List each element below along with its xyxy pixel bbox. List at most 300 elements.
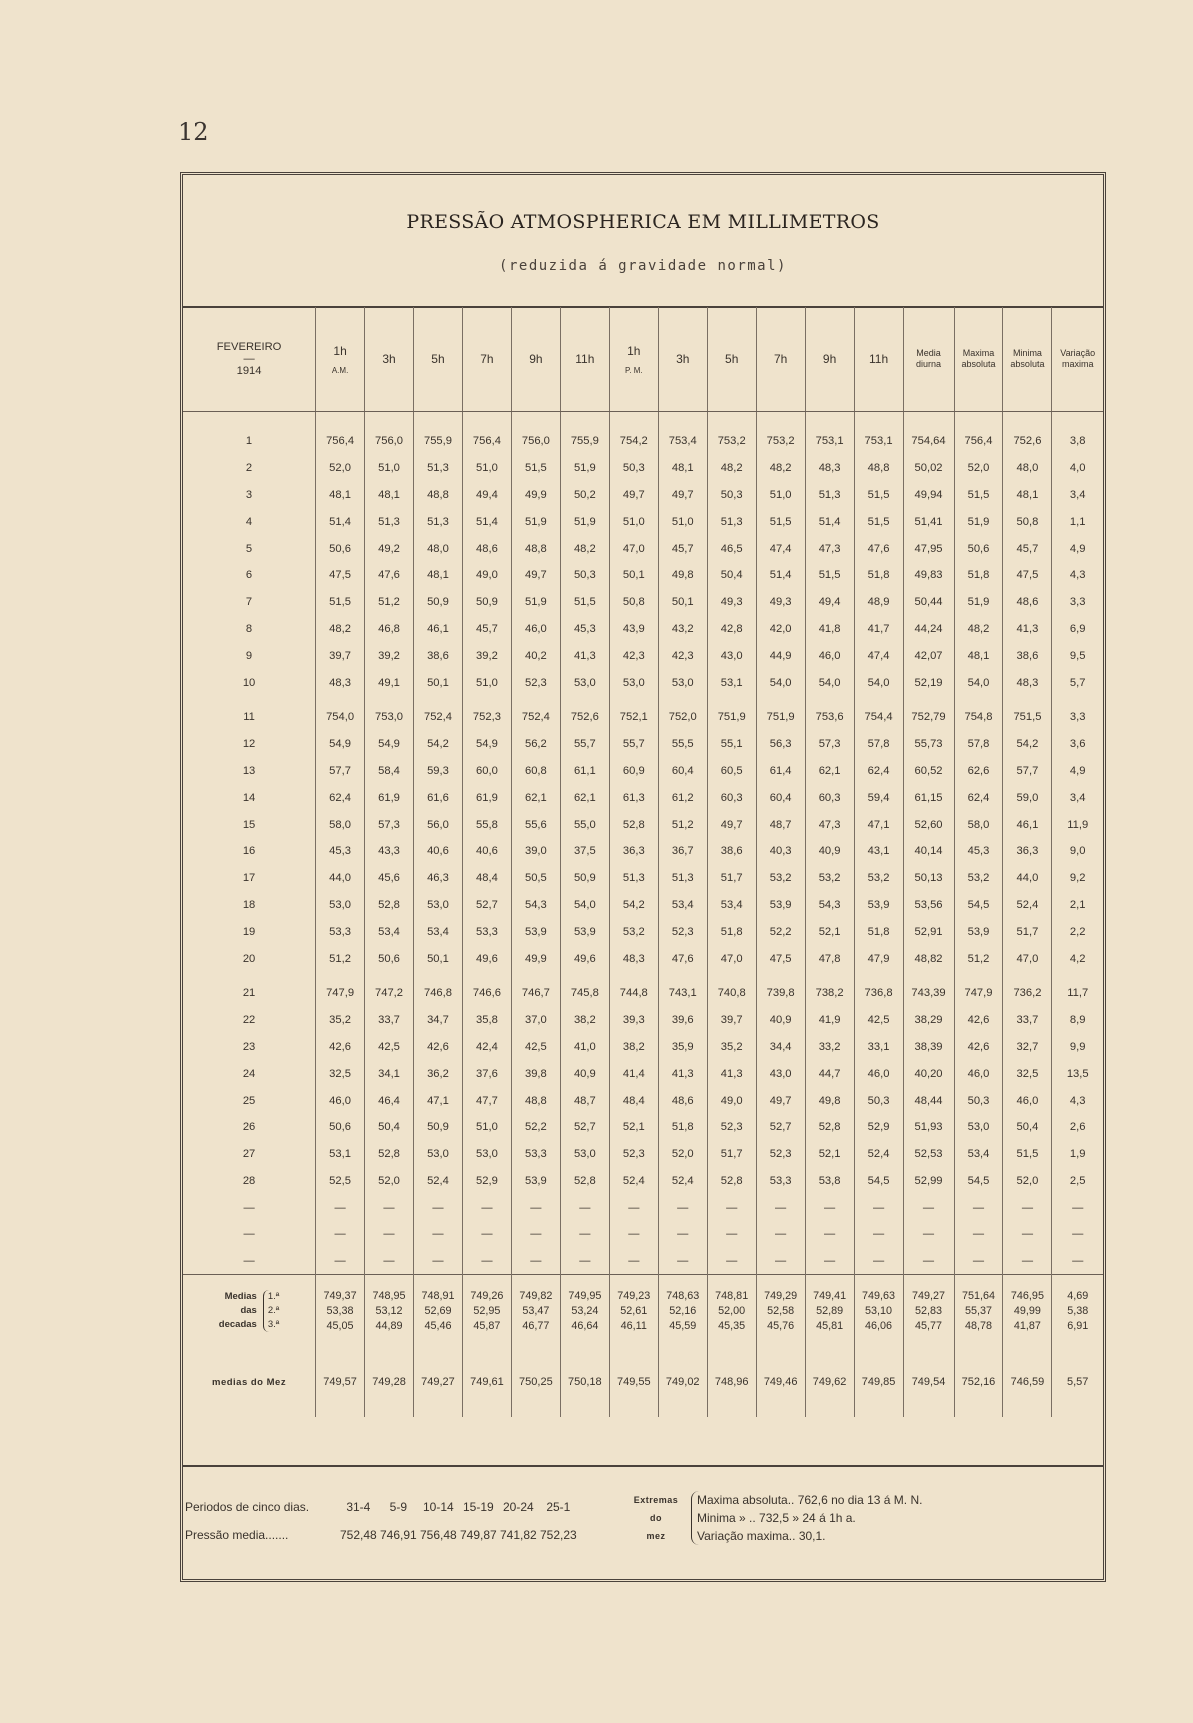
- table-row: [183, 980, 1103, 1007]
- hour-header: [707, 307, 756, 412]
- value-cell: 45,3: [316, 838, 365, 865]
- spacer-cell: [560, 696, 609, 704]
- value-cell: 54,3: [511, 892, 560, 919]
- dash-cell: —: [316, 1221, 365, 1248]
- value-cell: 49,0: [707, 1087, 756, 1114]
- decada-value: 46,64: [571, 1319, 599, 1332]
- decada-value: 4,69: [1067, 1289, 1089, 1302]
- value-cell: 39,7: [316, 642, 365, 669]
- value-cell: 51,5: [316, 589, 365, 616]
- dash-cell: —: [365, 1221, 414, 1248]
- decada-value: 5,38: [1067, 1304, 1089, 1317]
- value-cell: 60,8: [511, 758, 560, 785]
- value-cell: 48,9: [854, 589, 903, 616]
- value-cell: 49,8: [805, 1087, 854, 1114]
- value-cell: 42,8: [707, 616, 756, 643]
- value-cell: 51,2: [954, 945, 1003, 972]
- decada-value: 746,95: [1010, 1289, 1044, 1302]
- value-cell: 33,7: [365, 1007, 414, 1034]
- table-row: [183, 508, 1103, 535]
- value-cell: 751,9: [756, 704, 805, 731]
- value-cell: 54,9: [316, 731, 365, 758]
- dash-cell: —: [243, 1201, 255, 1214]
- value-cell: 40,2: [511, 642, 560, 669]
- value-cell: 42,07: [903, 642, 954, 669]
- value-cell: 48,6: [1003, 589, 1052, 616]
- value-cell: 33,2: [805, 1034, 854, 1061]
- value-cell: 2,5: [1052, 1168, 1103, 1195]
- decada-value: 52,89: [816, 1304, 844, 1317]
- spacer-cell: [854, 696, 903, 704]
- value-cell: 59,0: [1003, 784, 1052, 811]
- value-cell: 41,7: [854, 616, 903, 643]
- spacer-cell: [658, 696, 707, 704]
- value-cell: 48,8: [511, 1087, 560, 1114]
- value-cell: 49,9: [511, 482, 560, 509]
- month-header: [183, 307, 316, 412]
- value-cell: 46,0: [316, 1087, 365, 1114]
- dash-cell: —: [609, 1221, 658, 1248]
- medias-decadas-word: Medias: [224, 1291, 257, 1303]
- header-row: [183, 307, 1103, 412]
- value-cell: 53,3: [316, 918, 365, 945]
- day-cell: 14: [242, 791, 256, 804]
- day-cell: 6: [245, 569, 253, 582]
- value-cell: 53,3: [756, 1168, 805, 1195]
- decada-value: 53,24: [571, 1304, 599, 1317]
- value-cell: 53,2: [854, 865, 903, 892]
- value-cell: 52,3: [658, 918, 707, 945]
- value-cell: 47,5: [1003, 562, 1052, 589]
- decada-value: 6,91: [1067, 1319, 1089, 1332]
- hour-header: [414, 307, 463, 412]
- value-cell: 51,8: [707, 918, 756, 945]
- value-cell: 52,4: [609, 1168, 658, 1195]
- period-value: 15-19: [462, 1500, 494, 1514]
- value-cell: 756,0: [511, 428, 560, 455]
- value-cell: 39,8: [511, 1060, 560, 1087]
- value-cell: 52,9: [462, 1168, 511, 1195]
- dash-cell: —: [805, 1221, 854, 1248]
- value-cell: 744,8: [609, 980, 658, 1007]
- decada-value: 53,47: [522, 1304, 550, 1317]
- value-cell: 50,8: [1003, 508, 1052, 535]
- value-cell: 34,1: [365, 1060, 414, 1087]
- value-cell: 42,0: [756, 616, 805, 643]
- medias-mez-cell: 750,18: [560, 1347, 609, 1417]
- extremos-label-2: do: [650, 1513, 662, 1523]
- day-cell: 18: [242, 898, 256, 911]
- medias-decadas-cell: [805, 1275, 854, 1347]
- spacer-cell: [805, 412, 854, 429]
- decada-value: 52,58: [767, 1304, 795, 1317]
- value-cell: 62,1: [805, 758, 854, 785]
- medias-mez-cell: 749,02: [658, 1347, 707, 1417]
- value-cell: 60,4: [658, 758, 707, 785]
- value-cell: 40,14: [903, 838, 954, 865]
- value-cell: 50,6: [365, 945, 414, 972]
- value-cell: 53,2: [805, 865, 854, 892]
- value-cell: 752,79: [903, 704, 954, 731]
- value-cell: 43,3: [365, 838, 414, 865]
- value-cell: 49,3: [707, 589, 756, 616]
- value-cell: 752,6: [560, 704, 609, 731]
- hour-header: [756, 307, 805, 412]
- spacer-cell: [316, 412, 365, 429]
- spacer-cell: [707, 696, 756, 704]
- spacer-cell: [365, 696, 414, 704]
- medias-mez-cell: 750,25: [511, 1347, 560, 1417]
- value-cell: 45,7: [658, 535, 707, 562]
- value-cell: 60,5: [707, 758, 756, 785]
- value-cell: 49,7: [511, 562, 560, 589]
- spacer-cell: [805, 696, 854, 704]
- decada-value: 749,29: [764, 1289, 798, 1302]
- value-cell: 54,5: [954, 1168, 1003, 1195]
- value-cell: 32,7: [1003, 1034, 1052, 1061]
- spacer-cell: [1003, 972, 1052, 980]
- value-cell: 42,3: [658, 642, 707, 669]
- decada-number: 1.ª: [267, 1291, 280, 1303]
- hour-header: [462, 307, 511, 412]
- value-cell: 62,4: [316, 784, 365, 811]
- medias-mez-cell: 746,59: [1003, 1347, 1052, 1417]
- spacer-cell: [462, 412, 511, 429]
- periods-line: [185, 1493, 578, 1521]
- value-cell: 48,8: [511, 535, 560, 562]
- hour-header-label: 1h: [333, 343, 347, 358]
- value-cell: 753,4: [658, 428, 707, 455]
- value-cell: 55,7: [560, 731, 609, 758]
- spacer-cell: [954, 412, 1003, 429]
- value-cell: 55,6: [511, 811, 560, 838]
- value-cell: 50,6: [954, 535, 1003, 562]
- value-cell: 53,0: [658, 669, 707, 696]
- dash-cell: —: [414, 1248, 463, 1275]
- spacer-cell: [1052, 412, 1103, 429]
- hour-header-label: 1h: [627, 343, 641, 358]
- medias-mez-cell: 749,61: [462, 1347, 511, 1417]
- day-cell: 27: [242, 1148, 256, 1161]
- value-cell: 752,0: [658, 704, 707, 731]
- decada-value: 52,00: [718, 1304, 746, 1317]
- hour-header-label: 9h: [529, 352, 543, 366]
- year-label: 1914: [236, 365, 262, 377]
- value-cell: 50,4: [707, 562, 756, 589]
- value-cell: 51,3: [414, 455, 463, 482]
- pressao-value: 756,48: [419, 1528, 457, 1542]
- value-cell: 43,2: [658, 616, 707, 643]
- value-cell: 746,6: [462, 980, 511, 1007]
- value-cell: 60,0: [462, 758, 511, 785]
- dash-cell: —: [658, 1248, 707, 1275]
- value-cell: 50,3: [560, 562, 609, 589]
- stat-header-line-2: diurna: [916, 359, 942, 369]
- value-cell: 55,73: [903, 731, 954, 758]
- value-cell: 35,8: [462, 1007, 511, 1034]
- stat-header-line-1: Media: [916, 348, 941, 358]
- spacer-cell: [609, 412, 658, 429]
- value-cell: 39,6: [658, 1007, 707, 1034]
- spacer-cell: [1052, 972, 1103, 980]
- value-cell: 46,4: [365, 1087, 414, 1114]
- hour-header-sub: A.M.: [331, 365, 349, 375]
- value-cell: 50,9: [414, 1114, 463, 1141]
- value-cell: 32,5: [1003, 1060, 1052, 1087]
- value-cell: 52,8: [707, 1168, 756, 1195]
- value-cell: 51,7: [707, 865, 756, 892]
- value-cell: 48,6: [462, 535, 511, 562]
- value-cell: 751,9: [707, 704, 756, 731]
- spacer-cell: [854, 412, 903, 429]
- value-cell: 52,91: [903, 918, 954, 945]
- decada-value: 52,83: [915, 1304, 943, 1317]
- value-cell: 53,2: [756, 865, 805, 892]
- decada-number: 2.ª: [267, 1305, 280, 1317]
- value-cell: 54,5: [954, 892, 1003, 919]
- dash-cell: —: [462, 1194, 511, 1221]
- value-cell: 752,6: [1003, 428, 1052, 455]
- value-cell: 58,0: [954, 811, 1003, 838]
- stat-header: [1052, 307, 1103, 412]
- hour-header: [805, 307, 854, 412]
- value-cell: 54,2: [414, 731, 463, 758]
- value-cell: 42,5: [365, 1034, 414, 1061]
- value-cell: 52,0: [1003, 1168, 1052, 1195]
- dash-cell: —: [707, 1221, 756, 1248]
- value-cell: 61,1: [560, 758, 609, 785]
- hour-header: [854, 307, 903, 412]
- table-row: [183, 704, 1103, 731]
- value-cell: 46,0: [511, 616, 560, 643]
- decada-value: 53,10: [865, 1304, 893, 1317]
- value-cell: 57,3: [365, 811, 414, 838]
- value-cell: 46,0: [854, 1060, 903, 1087]
- table-row: [183, 1060, 1103, 1087]
- value-cell: 60,4: [756, 784, 805, 811]
- value-cell: 44,0: [1003, 865, 1052, 892]
- value-cell: 53,3: [462, 918, 511, 945]
- value-cell: 38,29: [903, 1007, 954, 1034]
- value-cell: 47,3: [805, 535, 854, 562]
- value-cell: 52,0: [365, 1168, 414, 1195]
- dash-cell: —: [560, 1221, 609, 1248]
- dash-cell: —: [1052, 1248, 1103, 1275]
- value-cell: 754,8: [954, 704, 1003, 731]
- value-cell: 49,6: [462, 945, 511, 972]
- decada-value: 749,95: [568, 1289, 602, 1302]
- value-cell: 48,0: [414, 535, 463, 562]
- value-cell: 61,3: [609, 784, 658, 811]
- value-cell: 52,5: [316, 1168, 365, 1195]
- stat-header-line-2: maxima: [1061, 359, 1094, 369]
- dash-cell: —: [903, 1194, 954, 1221]
- hour-header-label: 3h: [676, 352, 690, 366]
- decada-value: 46,06: [865, 1319, 893, 1332]
- pressao-value: 741,82: [499, 1528, 537, 1542]
- day-cell: 8: [245, 622, 253, 635]
- decada-value: 45,87: [473, 1319, 501, 1332]
- value-cell: 51,4: [462, 508, 511, 535]
- dash-cell: —: [903, 1221, 954, 1248]
- value-cell: 38,2: [609, 1034, 658, 1061]
- value-cell: 51,41: [903, 508, 954, 535]
- value-cell: 60,52: [903, 758, 954, 785]
- value-cell: 51,5: [560, 589, 609, 616]
- value-cell: 48,3: [316, 669, 365, 696]
- value-cell: 3,4: [1052, 784, 1103, 811]
- dash-cell: —: [756, 1194, 805, 1221]
- value-cell: 46,0: [805, 642, 854, 669]
- hour-header-label: 7h: [773, 352, 788, 366]
- value-cell: 756,4: [462, 428, 511, 455]
- value-cell: 754,64: [903, 428, 954, 455]
- value-cell: 52,9: [854, 1114, 903, 1141]
- dash-cell: —: [414, 1194, 463, 1221]
- value-cell: 46,5: [707, 535, 756, 562]
- spacer-cell: [183, 696, 316, 704]
- value-cell: 4,3: [1052, 562, 1103, 589]
- value-cell: 6,9: [1052, 616, 1103, 643]
- value-cell: 50,5: [511, 865, 560, 892]
- value-cell: 11,9: [1052, 811, 1103, 838]
- value-cell: 58,0: [316, 811, 365, 838]
- value-cell: 736,8: [854, 980, 903, 1007]
- value-cell: 47,6: [854, 535, 903, 562]
- value-cell: 51,8: [854, 918, 903, 945]
- decada-value: 749,82: [519, 1289, 553, 1302]
- value-cell: 51,3: [609, 865, 658, 892]
- value-cell: 51,3: [365, 508, 414, 535]
- value-cell: 8,9: [1052, 1007, 1103, 1034]
- spacer-cell: [658, 412, 707, 429]
- value-cell: 52,7: [462, 892, 511, 919]
- value-cell: 61,6: [414, 784, 463, 811]
- value-cell: 52,0: [316, 455, 365, 482]
- value-cell: 51,0: [609, 508, 658, 535]
- pressure-table: [183, 307, 1103, 1417]
- decada-value: 41,87: [1013, 1319, 1041, 1332]
- value-cell: 50,2: [560, 482, 609, 509]
- decada-value: 749,27: [912, 1289, 946, 1302]
- value-cell: 53,9: [854, 892, 903, 919]
- value-cell: 52,4: [1003, 892, 1052, 919]
- value-cell: 38,39: [903, 1034, 954, 1061]
- value-cell: 49,4: [805, 589, 854, 616]
- value-cell: 51,4: [316, 508, 365, 535]
- value-cell: 4,0: [1052, 455, 1103, 482]
- hour-header-label: 7h: [480, 352, 494, 366]
- value-cell: 48,8: [854, 455, 903, 482]
- value-cell: 739,8: [756, 980, 805, 1007]
- spacer-cell: [316, 696, 365, 704]
- value-cell: 54,3: [805, 892, 854, 919]
- value-cell: 50,1: [414, 669, 463, 696]
- dash-cell: —: [609, 1194, 658, 1221]
- value-cell: 50,3: [707, 482, 756, 509]
- dash-cell: —: [805, 1194, 854, 1221]
- decada-value: 52,16: [669, 1304, 697, 1317]
- value-cell: 46,1: [1003, 811, 1052, 838]
- value-cell: 32,5: [316, 1060, 365, 1087]
- value-cell: 61,15: [903, 784, 954, 811]
- table-row: [183, 1087, 1103, 1114]
- pressao-value: 746,91: [379, 1528, 417, 1542]
- value-cell: 41,9: [805, 1007, 854, 1034]
- value-cell: 48,2: [707, 455, 756, 482]
- table-row: [183, 589, 1103, 616]
- dash-cell: —: [1003, 1248, 1052, 1275]
- value-cell: 55,8: [462, 811, 511, 838]
- value-cell: 9,2: [1052, 865, 1103, 892]
- value-cell: 46,1: [414, 616, 463, 643]
- value-cell: 42,4: [462, 1034, 511, 1061]
- value-cell: 39,3: [609, 1007, 658, 1034]
- footer: [183, 1465, 1103, 1581]
- value-cell: 40,9: [756, 1007, 805, 1034]
- value-cell: 61,4: [756, 758, 805, 785]
- value-cell: 52,1: [609, 1114, 658, 1141]
- value-cell: 51,5: [756, 508, 805, 535]
- value-cell: 54,2: [609, 892, 658, 919]
- dash-cell: —: [316, 1248, 365, 1275]
- empty-day-row: [183, 1194, 1103, 1221]
- value-cell: 42,6: [954, 1034, 1003, 1061]
- decada-value: 45,46: [424, 1319, 452, 1332]
- spacer-cell: [365, 972, 414, 980]
- medias-mez-label: medias do Mez: [212, 1376, 287, 1388]
- value-cell: 42,6: [414, 1034, 463, 1061]
- table-row: [183, 865, 1103, 892]
- value-cell: 49,3: [756, 589, 805, 616]
- value-cell: 53,4: [707, 892, 756, 919]
- value-cell: 43,9: [609, 616, 658, 643]
- period-value: 20-24: [502, 1500, 534, 1514]
- value-cell: 755,9: [560, 428, 609, 455]
- value-cell: 51,2: [658, 811, 707, 838]
- medias-decadas-row: [183, 1275, 1103, 1347]
- day-cell: 22: [242, 1014, 256, 1027]
- medias-decadas-cell: [560, 1275, 609, 1347]
- value-cell: 39,2: [365, 642, 414, 669]
- spacer-cell: [854, 972, 903, 980]
- dash-cell: —: [511, 1221, 560, 1248]
- spacer-cell: [756, 412, 805, 429]
- value-cell: 46,3: [414, 865, 463, 892]
- value-cell: 53,4: [414, 918, 463, 945]
- pressao-line: [185, 1521, 578, 1549]
- day-cell: 26: [242, 1121, 256, 1134]
- value-cell: 50,4: [365, 1114, 414, 1141]
- value-cell: 3,6: [1052, 731, 1103, 758]
- pressao-value: 752,23: [539, 1528, 577, 1542]
- medias-mez-cell: 752,16: [954, 1347, 1003, 1417]
- value-cell: 45,7: [462, 616, 511, 643]
- dash-cell: —: [609, 1248, 658, 1275]
- value-cell: 48,8: [414, 482, 463, 509]
- dash-cell: —: [1003, 1221, 1052, 1248]
- pressao-value: 752,48: [339, 1528, 377, 1542]
- hour-header: [560, 307, 609, 412]
- value-cell: 48,4: [609, 1087, 658, 1114]
- value-cell: 50,9: [560, 865, 609, 892]
- spacer-cell: [414, 696, 463, 704]
- medias-decadas-words: [219, 1290, 257, 1332]
- decada-value: 748,91: [421, 1289, 455, 1302]
- dash-cell: —: [658, 1194, 707, 1221]
- dash-cell: —: [954, 1194, 1003, 1221]
- value-cell: 53,9: [511, 918, 560, 945]
